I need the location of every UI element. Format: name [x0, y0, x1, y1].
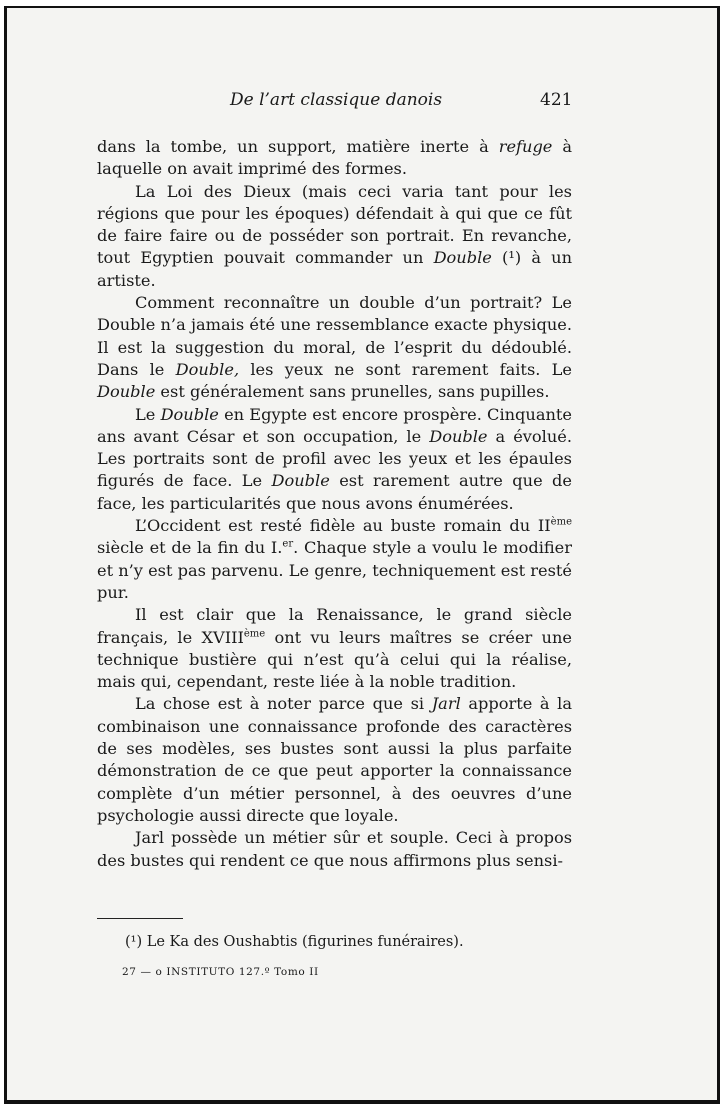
text-run: Il est clair que la Renaissance, le grand siècle français, le XVIII [97, 605, 572, 647]
text-run: La chose est à noter parce que si [135, 694, 432, 714]
book-page [4, 6, 720, 1104]
text-run: dans la tombe, un support, matière inerte à [97, 137, 499, 156]
paragraph [97, 404, 572, 515]
superscript: ème [550, 516, 572, 528]
page-header [7, 90, 717, 114]
text-run: L’Occident est resté fidèle au buste romain du II [135, 516, 551, 536]
text-run: à laquelle on avait imprimé des formes. [97, 137, 573, 179]
italic-text: Double, [175, 359, 240, 379]
italic-text: Double [160, 404, 219, 424]
italic-text: Jarl [431, 694, 461, 714]
text-run: est rarement autre que de face, les particularités que nous avons énumérées. [97, 471, 572, 513]
italic-text: Double [97, 382, 156, 402]
footnote-rule [97, 918, 183, 919]
running-title: De l’art classique danois [230, 90, 443, 110]
page-number: 421 [540, 90, 573, 110]
text-run: Jarl possède un métier sûr et souple. Ceci à propos des bustes qui rendent ce que nous affirmons plus sensi- [97, 828, 572, 870]
paragraph [97, 292, 572, 403]
footnote: (¹) Le Ka des Oushabtis (figurines funéraires). [125, 934, 464, 950]
text-run: a évolué. Les portraits sont de profil avec les yeux et les épaules figurés de face. Le [97, 426, 572, 491]
text-run: est généralement sans prunelles, sans pupilles. [155, 382, 550, 402]
superscript: ème [243, 628, 266, 640]
paragraph [97, 604, 572, 693]
text-run: Le [135, 404, 161, 424]
italic-text: refuge [498, 137, 553, 156]
text-run: La Loi des Dieux (mais ceci varia tant pour les régions que pour les époques) défendait à qui que ce fût de faire faire ou de posséder son portrait. En revanche, tout Egyptien pouvait commander un [97, 181, 572, 268]
text-run: ont vu leurs maîtres se créer une technique bustière qui n’est qu’à celui qui la réalise, mais qui, cependant, reste liée à la noble tradition. [97, 627, 572, 692]
printer-signature: 27 — o INSTITUTO 127.º Tomo II [122, 966, 319, 978]
paragraph [97, 181, 572, 292]
text-run: apporte à la combinaison une connaissance profonde des caractères de ses modèles, ses bustes sont aussi la plus parfaite démonstration de ce que peut apporter la connaissance complète d’un métier personnel, à des oeuvres d’une psychologie aussi directe que loyale. [97, 694, 572, 825]
italic-text: Double [433, 248, 492, 268]
italic-text: Double [271, 471, 330, 491]
text-run: en Egypte est encore prospère. Cinquante ans avant César et son occupation, le [97, 404, 572, 446]
body-text [97, 136, 572, 872]
text-run: . Chaque style a voulu le modifier et n’y est pas parvenu. Le genre, techniquement est resté pur. [97, 538, 573, 602]
text-run: (¹) à un artiste. [97, 248, 572, 290]
text-run: Comment reconnaître un double d’un portrait? Le Double n’a jamais été une ressemblance exacte physique. Il est la suggestion du moral, de l’esprit du dédoublé. Dans le [97, 293, 572, 379]
paragraph [97, 515, 572, 604]
paragraph [97, 693, 572, 827]
superscript: er [282, 538, 294, 550]
text-run: siècle et de la fin du I. [97, 538, 283, 558]
paragraph [97, 827, 572, 872]
text-run: les yeux ne sont rarement faits. Le [239, 359, 572, 379]
paragraph [97, 136, 572, 181]
italic-text: Double [429, 426, 488, 446]
